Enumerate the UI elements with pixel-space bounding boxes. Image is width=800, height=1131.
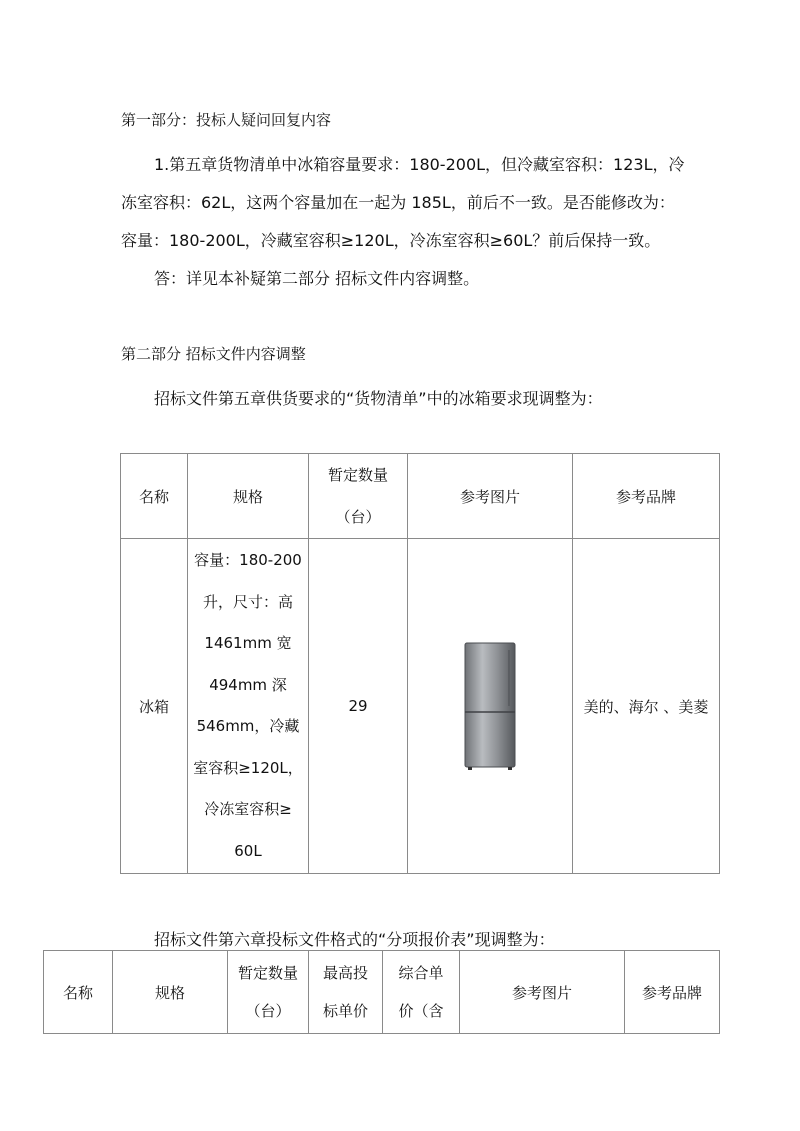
cell-brand: 美的、海尔 、美菱 — [573, 539, 720, 874]
cell-image — [408, 539, 573, 874]
table-row — [121, 539, 720, 874]
question-line-1: 1.第五章货物清单中冰箱容量要求：180-200L，但冷藏室容积：123L，冷 — [154, 155, 685, 174]
cell-name: 冰箱 — [121, 539, 188, 874]
header-name: 名称 — [121, 454, 188, 539]
header-qty: 暂定数量 （台） — [228, 951, 309, 1034]
header-image: 参考图片 — [408, 454, 573, 539]
cell-qty: 29 — [309, 539, 408, 874]
header-name: 名称 — [44, 951, 113, 1034]
header-spec: 规格 — [113, 951, 228, 1034]
header-qty: 暂定数量 （台） — [309, 454, 408, 539]
price-breakdown-table — [43, 950, 720, 1034]
intro-table2: 招标文件第六章投标文件格式的“分项报价表”现调整为： — [154, 930, 555, 949]
header-spec: 规格 — [188, 454, 309, 539]
intro-table1: 招标文件第五章供货要求的“货物清单”中的冰箱要求现调整为： — [154, 389, 603, 408]
header-brand: 参考品牌 — [625, 951, 720, 1034]
answer-line: 答：详见本补疑第二部分 招标文件内容调整。 — [154, 269, 480, 288]
part2-heading: 第二部分 招标文件内容调整 — [121, 345, 306, 363]
header-brand: 参考品牌 — [573, 454, 720, 539]
header-comprehensive-unit-price: 综合单 价（含 — [383, 951, 460, 1034]
header-image: 参考图片 — [460, 951, 625, 1034]
header-max-unit-price: 最高投 标单价 — [309, 951, 383, 1034]
cell-spec: 容量：180-200 升，尺寸：高 1461mm 宽 494mm 深 546mm，冷藏 室容积≥120L， 冷冻室容积≥ 60L — [188, 539, 309, 874]
refrigerator-icon — [464, 642, 516, 770]
question-line-2: 冻室容积：62L，这两个容量加在一起为 185L，前后不一致。是否能修改为： — [121, 193, 675, 212]
part1-heading: 第一部分：投标人疑问回复内容 — [121, 111, 332, 129]
goods-list-table — [120, 453, 720, 874]
question-line-3: 容量：180-200L，冷藏室容积≥120L，冷冻室容积≥60L？前后保持一致。 — [121, 231, 661, 250]
